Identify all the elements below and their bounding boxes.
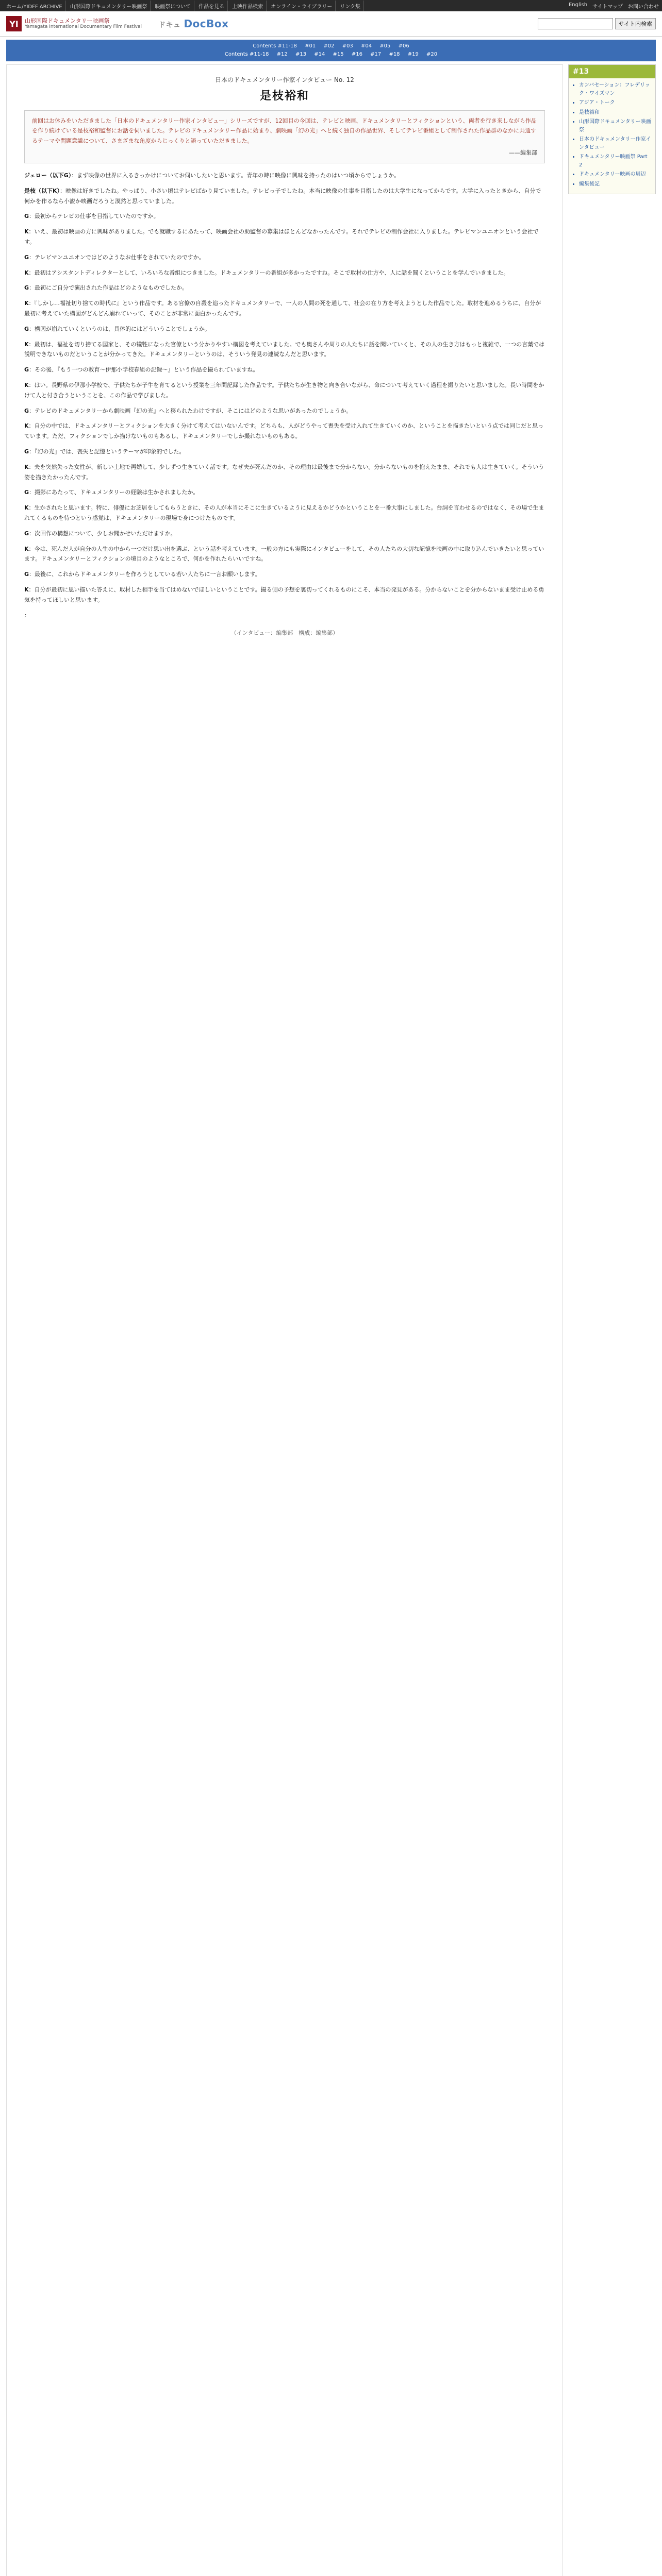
interview-paragraph: K：最初はアシスタントディレクターとして、いろいろな番組につきました。ドキュメンタリーの番組が多かったですね。そこで取材の仕方や、人に話を聞くということを学んでいきました。 — [24, 269, 509, 276]
interview-paragraph: K：最初は、福祉を切り捨てる国家と、その犠牲になった官僚という分かりやすい構図を考えていました。でも奥さんや周りの人たちに話を聞いていくと、その人の生き方はもっと複雑で、一つの言葉では説明できないものだということが分かってきた。ドキュメンタリーというのは、そういう発見の連続なんだと思います。 — [24, 341, 545, 358]
top-nav-item[interactable]: 上映作品検索 — [229, 1, 267, 11]
speaker: K — [24, 341, 29, 348]
paragraph-text: その後、『もう一つの教育〜伊那小学校春組の記録〜』という作品を撮られていますね。 — [35, 366, 259, 374]
interview-paragraph: G：その後、『もう一つの教育〜伊那小学校春組の記録〜』という作品を撮られていますね。 — [24, 366, 259, 374]
sidebar-item[interactable]: • 山形国際ドキュメンタリー映画祭 — [579, 118, 651, 134]
issue-number: #13 — [569, 65, 655, 78]
interview-paragraph: ジェロー（以下G）：まず映像の世界に入るきっかけについてお伺いしたいと思います。青年の時に映像に興味を持ったのはいつ頃からでしょうか。 — [24, 172, 400, 179]
interview-paragraph: K：今は、死んだ人が自分の人生の中から一つだけ思い出を選ぶ、という話を考えています。一般の方にも実際にインタビューをして、その人たちの大切な記憶を映画の中に取り込んでいきたいと思っています。ドキュメンタリーとフィクションの境目のようなところで、何かを作れたらいいですね。 — [24, 545, 544, 563]
sidebar-item[interactable]: • ドキュメンタリー映画祭 Part 2 — [579, 153, 651, 169]
paragraph-text: テレビのドキュメンタリーから劇映画『幻の光』へと移られたわけですが、そこにはどのような思いがあったのでしょうか。 — [35, 407, 352, 414]
sidebar-item[interactable]: • カンバセーション：フレデリック・ワイズマン — [579, 81, 651, 97]
interview-paragraph: G：テレビのドキュメンタリーから劇映画『幻の光』へと移られたわけですが、そこにはどのような思いがあったのでしょうか。 — [24, 407, 352, 414]
main-layout — [6, 64, 656, 2576]
speaker: G — [24, 489, 29, 496]
top-nav-item[interactable]: ホーム/YIDFF ARCHIVE — [3, 1, 66, 11]
docbox-logo[interactable] — [158, 18, 229, 30]
paragraph-text: いえ、最初は映画の方に興味がありました。でも就職するにあたって、映画会社の助監督の募集はほとんどなかったんです。それでテレビの制作会社に入りました。テレビマンユニオンという会社です。 — [24, 228, 539, 245]
article-intro — [24, 110, 545, 163]
page-title: 是枝裕和 — [259, 90, 309, 103]
top-nav-item[interactable]: オンライン・ライブラリー — [268, 1, 336, 11]
speaker: K — [24, 504, 29, 512]
issue-link[interactable]: #12 — [276, 52, 288, 57]
issue-link[interactable]: #04 — [360, 43, 372, 49]
paragraph-text: 最初からテレビの仕事を目指していたのですか。 — [35, 213, 159, 220]
speaker: G — [24, 284, 29, 292]
interview-paragraph: K：夫を突然失った女性が、新しい土地で再婚して、少しずつ生きていく話です。なぜ夫が死んだのか、その理由は最後まで分からない。分からないものを抱えたまま、それでも人は生きていく。そういう姿を描きたかったんです。 — [24, 463, 544, 481]
sidebar-item[interactable]: • 是枝裕和 — [579, 109, 651, 117]
site-header — [0, 11, 662, 37]
top-nav-item[interactable]: リンク集 — [337, 1, 364, 11]
site-search — [538, 18, 656, 29]
paragraph-text: 『幻の光』では、喪失と記憶というテーマが印象的でした。 — [35, 448, 185, 455]
paragraph-text: 構図が崩れていくというのは、具体的にはどういうことでしょうか。 — [35, 325, 211, 332]
issue-link[interactable]: #18 — [389, 52, 400, 57]
article — [6, 64, 563, 2576]
interview-paragraph: K：自分の中では、ドキュメンタリーとフィクションを大きく分けて考えてはいないんです。どちらも、人がどうやって喪失を受け入れて生きていくのか、ということを描きたいという点では同じだと思っています。ただ、フィクションでしか描けないものもあるし、ドキュメンタリーでしか撮れないものもある。 — [24, 422, 544, 440]
issue-link[interactable]: #02 — [323, 43, 335, 49]
issue-link[interactable]: #19 — [407, 52, 419, 57]
paragraph-text: 自分の中では、ドキュメンタリーとフィクションを大きく分けて考えてはいないんです。どちらも、人がどうやって喪失を受け入れて生きていくのか、ということを描きたいという点では同じだと思っています。ただ、フィクションでしか描けないものもあるし、ドキュメンタリーでしか撮れないものもある。 — [24, 422, 544, 440]
festival-logo-icon[interactable]: YI — [6, 16, 22, 31]
paragraph-text: 今は、死んだ人が自分の人生の中から一つだけ思い出を選ぶ、という話を考えています。一般の方にも実際にインタビューをして、その人たちの大切な記憶を映画の中に取り込んでいきたいと思っています。ドキュメンタリーとフィクションの境目のようなところで、何かを作れたらいいですね。 — [24, 545, 544, 563]
paragraph-text: 夫を突然失った女性が、新しい土地で再婚して、少しずつ生きていく話です。なぜ夫が死んだのか、その理由は最後まで分からない。分からないものを抱えたまま、それでも人は生きていく。そういう姿を描きたかったんです。 — [24, 463, 544, 481]
series-title: 日本のドキュメンタリー作家インタビュー No. 12 — [215, 76, 354, 83]
interview-paragraph: 是枝（以下K）：映像は好きでしたね。やっぱり、小さい頃はテレビばかり見ていました。テレビっ子でしたね。本当に映像の仕事を目指したのは大学生になってからです。大学に入ったときから、自分で何かを作るなら小説か映画だろうと漠然と思っていました。 — [24, 187, 541, 205]
sidebar-item[interactable]: • ドキュメンタリー映画の周辺 — [579, 171, 651, 179]
issue-link[interactable]: #17 — [370, 52, 382, 57]
interview-paragraph: G：次回作の構想について、少しお聞かせいただけますか。 — [24, 530, 176, 537]
interview-body — [24, 171, 545, 620]
top-nav-links — [3, 1, 364, 11]
issue-contents-list — [569, 81, 655, 188]
issue-link[interactable]: Contents #11-18 — [253, 43, 297, 49]
paragraph-text: 次回作の構想について、少しお聞かせいただけますか。 — [35, 530, 176, 537]
speaker: K — [24, 300, 29, 307]
paragraph-text: 最初はアシスタントディレクターとして、いろいろな番組につきました。ドキュメンタリーの番組が多かったですね。そこで取材の仕方や、人に話を聞くということを学んでいきました。 — [34, 269, 509, 276]
speaker: K — [24, 463, 29, 470]
speaker: K — [24, 586, 29, 593]
paragraph-text: 映像は好きでしたね。やっぱり、小さい頃はテレビばかり見ていました。テレビっ子でしたね。本当に映像の仕事を目指したのは大学生になってからです。大学に入ったときから、自分で何かを作るなら小説か映画だろうと漠然と思っていました。 — [24, 187, 541, 205]
article-credits: （インタビュー：編集部 構成：編集部） — [230, 630, 339, 637]
speaker: K — [24, 228, 29, 235]
top-nav-right — [569, 2, 659, 10]
issue-link[interactable]: #16 — [351, 52, 362, 57]
top-nav-item[interactable]: 映画祭について — [152, 1, 194, 11]
intro-text: 前回はお休みをいただきました「日本のドキュメンタリー作家インタビュー」シリーズですが、12回目の今回は、テレビと映画、ドキュメンタリーとフィクションという、両者を行き来しながら作品を作り続けている是枝裕和監督にお話を伺いました。テレビのドキュメンタリー作品に始まり、劇映画「幻の光」へと続く独自の作品世界、そしてテレビ番組として制作された作品群のなかに共通するテーマや問題意識について、さまざまな角度からじっくりと語っていただきました。 — [32, 117, 537, 144]
intro-editor: ——編集部 — [509, 149, 537, 156]
paragraph-text: 最後に、これからドキュメンタリーを作ろうとしている若い人たちに一言お願いします。 — [35, 571, 261, 578]
interview-paragraph: G：最初からテレビの仕事を目指していたのですか。 — [24, 213, 159, 220]
speaker: G — [24, 366, 29, 374]
contact-link[interactable]: お問い合わせ — [628, 4, 659, 10]
issue-nav-row — [6, 50, 656, 59]
issue-contents-box — [568, 64, 656, 194]
speaker: K — [24, 545, 29, 552]
paragraph-text: 『しかし…福祉切り捨ての時代に』という作品です。ある官僚の自殺を追ったドキュメンタリーで、一人の人間の死を通して、社会の在り方を考えようとした作品でした。取材を進めるうちに、自分が最初に考えていた構図がどんどん崩れていって、そのことが非常に面白かったんです。 — [24, 300, 541, 317]
docbox-prefix: ドキュ — [158, 21, 181, 29]
paragraph-text: まず映像の世界に入るきっかけについてお伺いしたいと思います。青年の時に映像に興味を持ったのはいつ頃からでしょうか。 — [77, 172, 400, 179]
speaker: K — [24, 422, 29, 430]
top-navigation-bar — [0, 0, 662, 11]
interview-paragraph: G：『幻の光』では、喪失と記憶というテーマが印象的でした。 — [24, 448, 185, 455]
english-link[interactable]: English — [568, 2, 588, 8]
sidebar-item[interactable]: • 日本のドキュメンタリー作家インタビュー — [579, 135, 651, 151]
interview-paragraph: G：テレビマンユニオンではどのようなお仕事をされていたのですか。 — [24, 253, 205, 261]
top-nav-item[interactable]: 作品を見る — [195, 1, 228, 11]
interview-paragraph: K：生かされたと思います。特に、俳優にお芝居をしてもらうときに、その人が本当にそこに生きているように見えるかどうかということを一番大事にしました。台詞を言わせるのではなく、その場で生まれてくるものを待つという感覚は、ドキュメンタリーの現場で身につけたものです。 — [24, 504, 544, 521]
interview-paragraph: G：撮影にあたって、ドキュメンタリーの経験は生かされましたか。 — [24, 489, 199, 496]
paragraph-text: 最初にご自分で演出された作品はどのようなものでしたか。 — [35, 284, 188, 292]
speaker: G — [24, 213, 29, 220]
issue-link[interactable]: #03 — [342, 43, 353, 49]
speaker: G — [24, 530, 29, 537]
interview-paragraph: G：構図が崩れていくというのは、具体的にはどういうことでしょうか。 — [24, 325, 211, 332]
sitemap-link[interactable]: サイトマップ — [592, 4, 623, 10]
festival-name-ja: 山形国際ドキュメンタリー映画祭 — [25, 18, 110, 24]
festival-name-en: Yamagata International Documentary Film Festival — [25, 24, 142, 30]
issue-link[interactable]: Contents #11-18 — [224, 52, 269, 57]
speaker: K — [24, 269, 29, 276]
speaker: G — [24, 325, 29, 332]
festival-name[interactable] — [25, 18, 142, 30]
issue-link[interactable]: #06 — [398, 43, 409, 49]
paragraph-text: 生かされたと思います。特に、俳優にお芝居をしてもらうときに、その人が本当にそこに生きているように見えるかどうかということを一番大事にしました。台詞を言わせるのではなく、その場で生まれてくるものを待つという感覚は、ドキュメンタリーの現場で身につけたものです。 — [24, 504, 544, 521]
interview-paragraph: K：はい。長野県の伊那小学校で、子供たちが子牛を育てるという授業を三年間記録した作品です。子供たちが生き物と向き合いながら、命について考えていく過程を撮りたいと思いました。長い時間をかけて人と付き合うということを、この作品で学びました。 — [24, 381, 544, 399]
speaker: G — [24, 253, 29, 261]
issue-navigation — [6, 40, 656, 61]
paragraph-text: はい。長野県の伊那小学校で、子供たちが子牛を育てるという授業を三年間記録した作品です。子供たちが生き物と向き合いながら、命について考えていく過程を撮りたいと思いました。長い時間をかけて人と付き合うということを、この作品で学びました。 — [24, 381, 544, 399]
interview-paragraph: K：いえ、最初は映画の方に興味がありました。でも就職するにあたって、映画会社の助監督の募集はほとんどなかったんです。それでテレビの制作会社に入りました。テレビマンユニオンという会社です。 — [24, 228, 539, 245]
speaker: G — [24, 571, 29, 578]
issue-nav-row — [6, 42, 656, 50]
paragraph-text: 自分が最初に思い描いた答えに、取材した相手を当てはめないでほしいということです。撮る側の予想を裏切ってくれるものにこそ、本当の発見がある。分からないことを分からないまま受け止める勇気を持ってほしいと思います。 — [24, 586, 544, 603]
interview-paragraph: K：『しかし…福祉切り捨ての時代に』という作品です。ある官僚の自殺を追ったドキュメンタリーで、一人の人間の死を通して、社会の在り方を考えようとした作品でした。取材を進めるうちに、自分が最初に考えていた構図がどんどん崩れていって、そのことが非常に面白かったんです。 — [24, 300, 541, 317]
speaker: ジェロー（以下G） — [24, 172, 72, 179]
sidebar-item[interactable]: • アジア・トーク — [579, 99, 651, 107]
interview-paragraph: G：最初にご自分で演出された作品はどのようなものでしたか。 — [24, 284, 188, 292]
issue-link[interactable]: #15 — [333, 52, 344, 57]
sidebar-item[interactable]: • 編集後記 — [579, 180, 651, 189]
issue-link[interactable]: #13 — [295, 52, 307, 57]
speaker: G — [24, 407, 29, 414]
interview-paragraph: K：自分が最初に思い描いた答えに、取材した相手を当てはめないでほしいということです。撮る側の予想を裏切ってくれるものにこそ、本当の発見がある。分からないことを分からないまま受け止める勇気を持ってほしいと思います。 — [24, 586, 544, 603]
speaker: 是枝（以下K） — [24, 187, 60, 194]
docbox-title: DocBox — [184, 18, 229, 30]
search-button[interactable]: サイト内検索 — [615, 18, 656, 29]
sidebar — [568, 64, 656, 2576]
issue-link[interactable]: #14 — [314, 52, 325, 57]
speaker: K — [24, 381, 29, 388]
search-input[interactable] — [538, 18, 613, 29]
interview-paragraph: G：最後に、これからドキュメンタリーを作ろうとしている若い人たちに一言お願いします。 — [24, 571, 261, 578]
issue-link[interactable]: #01 — [305, 43, 316, 49]
issue-link[interactable]: #20 — [426, 52, 438, 57]
top-nav-item[interactable]: 山形国際ドキュメンタリー映画祭 — [67, 1, 151, 11]
speaker: G — [24, 448, 29, 455]
issue-link[interactable]: #05 — [379, 43, 391, 49]
paragraph-text: テレビマンユニオンではどのようなお仕事をされていたのですか。 — [35, 253, 205, 261]
paragraph-text: 最初は、福祉を切り捨てる国家と、その犠牲になった官僚という分かりやすい構図を考えていました。でも奥さんや周りの人たちに話を聞いていくと、その人の生き方はもっと複雑で、一つの言葉では説明できないものだということが分かってきた。ドキュメンタリーというのは、そういう発見の連続なんだと思います。 — [24, 341, 545, 358]
interview-paragraph: ： — [24, 612, 30, 619]
paragraph-text: 撮影にあたって、ドキュメンタリーの経験は生かされましたか。 — [35, 489, 199, 496]
